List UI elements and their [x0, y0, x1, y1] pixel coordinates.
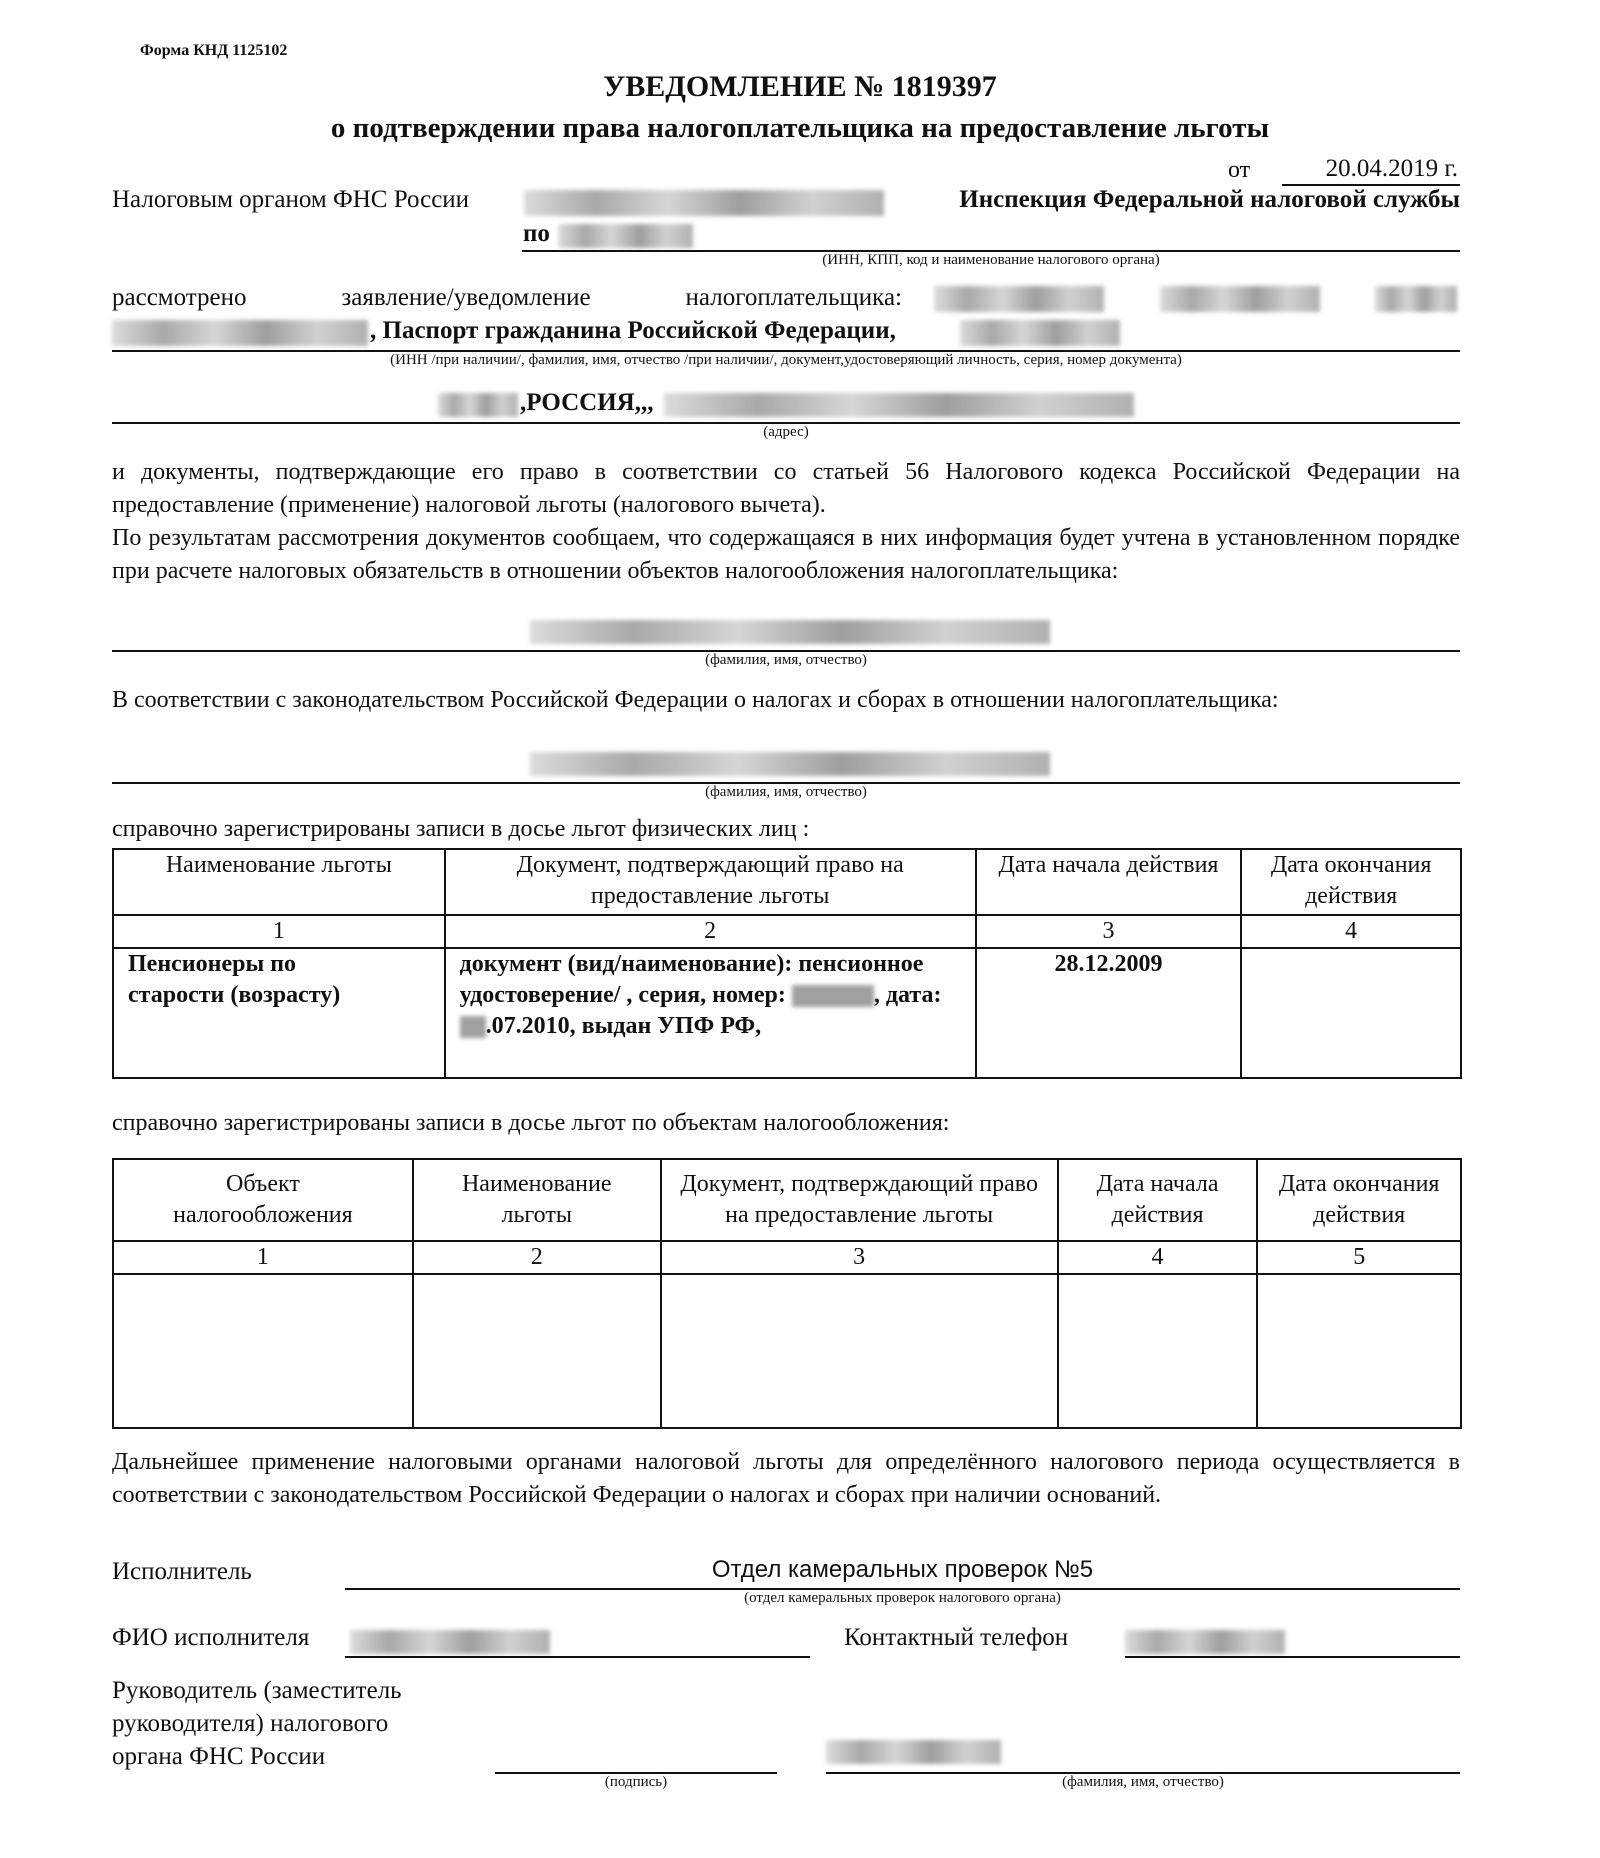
document-title: УВЕДОМЛЕНИЕ № 1819397 [603, 70, 997, 103]
redacted-applicant-4 [112, 320, 368, 346]
redacted-authority-code [524, 190, 884, 216]
redacted-number [792, 985, 874, 1007]
phone-label: Контактный телефон [844, 1624, 1069, 1651]
table-header-cell: Дата начала действия [976, 849, 1242, 915]
authority-caption: (ИНН, КПП, код и наименование налогового органа) [822, 252, 1160, 268]
applicant-document: , Паспорт гражданина Российской Федерации, [370, 317, 896, 344]
empty-cell [661, 1274, 1058, 1428]
authority-name-cont: по [523, 220, 550, 247]
fio-caption-1: (фамилия, имя, отчество) [705, 652, 867, 668]
redacted-executor-fio [350, 1630, 550, 1654]
authority-label: Налоговым органом ФНС России [112, 186, 470, 213]
benefit-document-part-3: .07.2010, выдан УПФ РФ, [485, 1013, 762, 1039]
empty-cell [1058, 1274, 1258, 1428]
benefit-document-part-1: документ (вид/наименование): пенсионное удостоверение/ , серия, номер: [459, 951, 924, 1008]
column-number: 2 [413, 1241, 661, 1274]
sign-caption: (подпись) [604, 1774, 668, 1790]
executor-caption: (отдел камеральных проверок налогового органа) [744, 1590, 1061, 1606]
empty-cell [113, 1274, 413, 1428]
redacted-applicant-3 [1375, 286, 1457, 312]
table-header-row [113, 849, 1461, 915]
table-number-row [113, 1241, 1461, 1274]
executor-fio-label: ФИО исполнителя [112, 1624, 310, 1651]
table2-title: справочно зарегистрированы записи в досье льгот по объектам налогообложения: [112, 1110, 950, 1136]
address-caption: (адрес) [763, 424, 809, 440]
head-fio-caption: (фамилия, имя, отчество) [1062, 1774, 1224, 1790]
authority-name: Инспекция Федеральной налоговой службы [959, 186, 1460, 213]
benefit-end-date [1241, 948, 1461, 1078]
table-header-cell: Объект налогообложения [113, 1159, 413, 1241]
applicant-address: ,РОССИЯ,,, [520, 389, 654, 416]
benefits-table [112, 848, 1462, 1079]
redacted-authority-region [558, 224, 693, 248]
document-date: 20.04.2019 г. [1325, 155, 1458, 182]
paragraph-results: По результатам рассмотрения документов сообщаем, что содержащаяся в них информация будет учтена в установленном порядке при расчете налоговых обязательств в отношении объектов налогообложения налогоплательщика: [112, 525, 1460, 584]
column-number: 5 [1257, 1241, 1461, 1274]
redacted-phone [1125, 1630, 1285, 1654]
table-header-cell: Дата окончания действия [1241, 849, 1461, 915]
column-number: 1 [113, 1241, 413, 1274]
benefit-start-date: 28.12.2009 [976, 948, 1242, 1078]
redacted-address [664, 393, 1134, 417]
executor-label: Исполнитель [112, 1558, 252, 1585]
table-header-cell: Документ, подтверждающий право на предоставление льготы [445, 849, 976, 915]
table-header-cell: Наименование льготы [413, 1159, 661, 1241]
redacted-fio-2 [530, 752, 1050, 776]
column-number: 1 [113, 915, 445, 948]
head-label: Руководитель (заместитель руководителя) налогового органа ФНС России [112, 1677, 402, 1770]
table-header-cell: Наименование льготы [113, 849, 445, 915]
applicant-label: рассмотрено заявление/уведомление налогоплательщика: [112, 284, 902, 311]
column-number: 4 [1241, 915, 1461, 948]
benefit-document-part-2: , дата: [873, 982, 942, 1008]
redacted-postcode [438, 393, 518, 417]
empty-cell [1257, 1274, 1461, 1428]
date-prefix: от [1228, 157, 1251, 183]
table-number-row [113, 915, 1461, 948]
table1-title: справочно зарегистрированы записи в досье льгот физических лиц : [112, 816, 810, 842]
table-row [113, 1274, 1461, 1428]
paragraph-documents: и документы, подтверждающие его право в соответствии со статьей 56 Налогового кодекса Российской Федерации на предоставление (применение) налоговой льготы (налогового вычета). [112, 459, 1460, 518]
table-row [113, 948, 1461, 1078]
column-number: 2 [445, 915, 976, 948]
fio-caption-2: (фамилия, имя, отчество) [705, 784, 867, 800]
empty-cell [413, 1274, 661, 1428]
form-code: Форма КНД 1125102 [140, 42, 288, 59]
redacted-applicant-2 [1160, 286, 1320, 312]
redacted-fio-1 [530, 620, 1050, 644]
column-number: 3 [661, 1241, 1058, 1274]
paragraph-further-application: Дальнейшее применение налоговыми органами налоговой льготы для определённого налогового периода осуществляется в соответствии с законодательством Российской Федерации о налогах и сборах при наличии оснований. [112, 1449, 1460, 1508]
redacted-applicant-1 [934, 286, 1104, 312]
redacted-head-fio [826, 1740, 1001, 1764]
column-number: 3 [976, 915, 1242, 948]
column-number: 4 [1058, 1241, 1258, 1274]
redacted-passport [960, 320, 1120, 346]
paragraph-legislation: В соответствии с законодательством Российской Федерации о налогах и сборах в отношении налогоплательщика: [112, 687, 1279, 713]
document-subtitle: о подтверждении права налогоплательщика на предоставление льготы [330, 112, 1270, 144]
redacted-day [460, 1016, 486, 1038]
table-header-cell: Дата окончания действия [1257, 1159, 1461, 1241]
benefit-document [445, 948, 976, 1078]
table-header-row [113, 1159, 1461, 1241]
objects-table [112, 1158, 1462, 1429]
applicant-caption: (ИНН /при наличии/, фамилия, имя, отчество /при наличии/, документ,удостоверяющий личность, серия, номер документа) [390, 352, 1182, 368]
table-header-cell: Дата начала действия [1058, 1159, 1258, 1241]
executor-value: Отдел камеральных проверок №5 [711, 1556, 1094, 1583]
table-header-cell: Документ, подтверждающий право на предоставление льготы [661, 1159, 1058, 1241]
benefit-name: Пенсионеры по старости (возрасту) [113, 948, 445, 1078]
